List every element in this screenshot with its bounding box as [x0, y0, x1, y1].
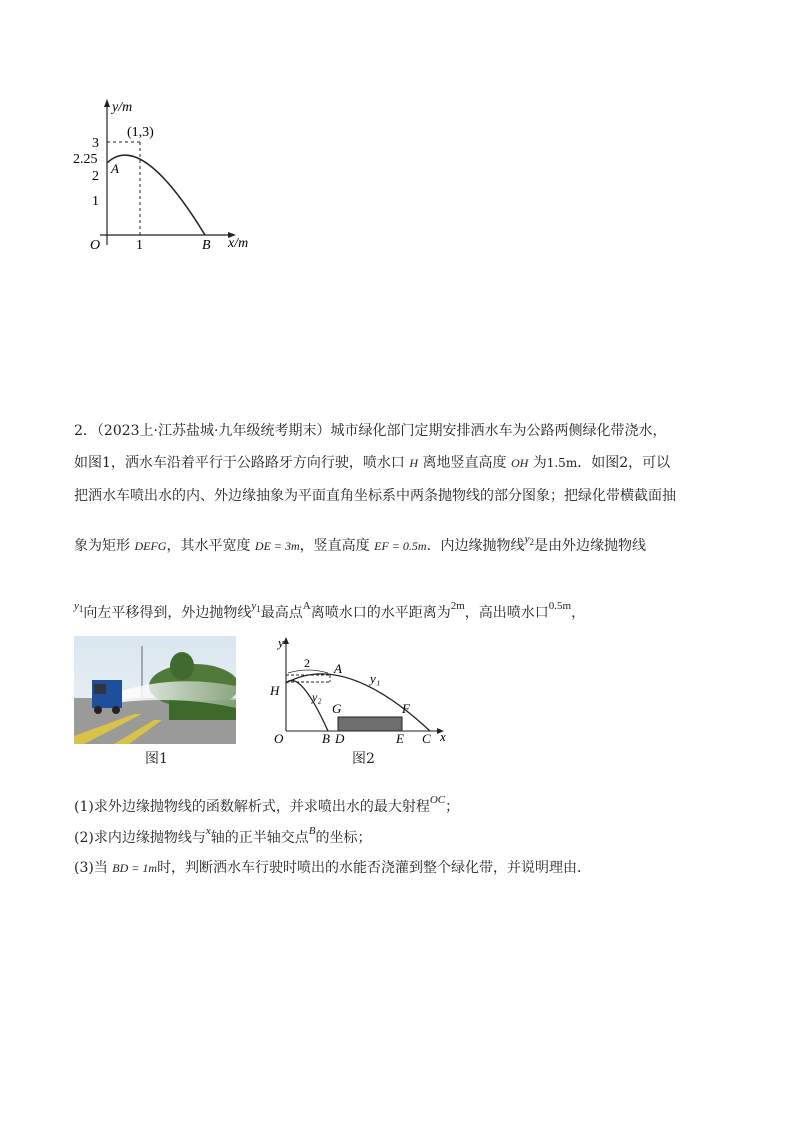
problem-text-4a: 象为矩形: [74, 538, 130, 554]
origin-label: O: [90, 238, 101, 253]
y-tick-3: 3: [92, 136, 99, 151]
q3-text-a: (3)当: [74, 860, 108, 876]
var-oc: OC: [429, 794, 446, 806]
problem-text-5d: ，高出喷水口: [464, 605, 549, 621]
figure2-diagram: [262, 633, 452, 745]
eq-ef: EF = 0.5m: [374, 539, 427, 553]
fig2-label-y: y: [278, 635, 284, 650]
q3-text-b: 时，判断洒水车行驶时喷出的水能否浇灌到整个绿化带，并说明理由．: [157, 860, 592, 876]
var-y1b: y: [251, 600, 257, 612]
problem-text-2b: 离地竖直高度: [422, 455, 507, 471]
fig2-label-h: H: [270, 683, 280, 698]
parabola-curve: [107, 155, 205, 235]
fig2-label-a: A: [334, 661, 342, 676]
problem-text-4d: ．内边缘抛物线: [426, 538, 525, 554]
eq-de: DE = 3m: [254, 539, 300, 553]
q2-text-a: (2)求内边缘抛物线与: [74, 830, 206, 846]
var-y2: y: [524, 533, 530, 545]
question-2: [74, 827, 371, 847]
top-parabola-graph: [70, 95, 270, 255]
point-b-label: B: [202, 238, 211, 253]
value-0.5m: 0.5m: [548, 600, 572, 612]
var-y1-sub: 1: [78, 604, 84, 615]
problem-text-5b: 最高点: [260, 605, 303, 621]
var-defg: DEFG: [134, 539, 167, 553]
truck-wheel: [94, 706, 102, 714]
problem-text-5e: ，: [571, 605, 586, 621]
problem-text-3: 把洒水车喷出水的内、外边缘抽象为平面直角坐标系中两条抛物线的部分图象；把绿化带横截面抽: [74, 488, 676, 504]
fig2-label-d: D: [335, 731, 345, 745]
brace-two: [288, 670, 328, 673]
var-a: A: [302, 600, 311, 612]
green-belt-rect: [338, 717, 402, 731]
var-h: H: [409, 456, 419, 470]
x-tick-1: 1: [136, 238, 143, 253]
var-y2-sub: 2: [529, 537, 534, 548]
problem-text-4c: ，竖直高度: [299, 538, 370, 554]
fig2-label-b: B: [322, 731, 330, 745]
fig2-label-f: F: [402, 701, 410, 716]
var-oh: OH: [510, 456, 529, 470]
problem-text-1: 城市绿化部门定期安排洒水车为公路两侧绿化带浇水，: [330, 423, 667, 439]
problem-line-4: [74, 535, 646, 555]
q2-text-c: 的坐标；: [315, 830, 372, 846]
fig2-label-o: O: [274, 731, 284, 745]
problem-text-2a: 如图1，洒水车沿着平行于公路路牙方向行驶，喷水口: [74, 455, 405, 471]
eq-bd: BD = 1m: [112, 861, 158, 875]
y-tick-1: 1: [92, 194, 99, 209]
problem-text-4e: 是由外边缘抛物线: [533, 538, 646, 554]
value-2m: 2m: [450, 600, 465, 612]
truck-wheel-2: [112, 706, 120, 714]
point-a-label: A: [111, 161, 119, 176]
fig2-label-e: E: [396, 731, 404, 745]
fig2-label-c: C: [422, 731, 431, 745]
question-1: [74, 796, 459, 816]
var-x: x: [205, 825, 211, 837]
problem-number: 2．: [74, 423, 97, 439]
fig2-y-arrow: [283, 637, 289, 644]
problem-text-2d: ．如图2，可以: [577, 455, 671, 471]
figure1-photo: [74, 636, 236, 744]
x-axis-label: x/m: [228, 236, 249, 251]
truck-cab: [94, 684, 106, 694]
q2-text-b: 轴的正半轴交点: [210, 830, 309, 846]
peak-label: (1,3): [127, 125, 154, 140]
y-axis-arrow: [104, 99, 110, 107]
fig2-label-two: 2: [304, 656, 310, 670]
y-tick-2.25: 2.25: [73, 152, 98, 167]
q1-end: ；: [445, 799, 460, 815]
y-axis-label: y/m: [112, 100, 133, 115]
problem-line-3: [74, 485, 676, 505]
problem-text-5c: 离喷水口的水平距离为: [310, 605, 451, 621]
figure1-caption: 图1: [145, 751, 168, 767]
q1-text: (1)求外边缘抛物线的函数解析式，并求喷出水的最大射程: [74, 799, 430, 815]
inner-parabola-y2: [286, 680, 328, 731]
problem-line-1: [74, 420, 666, 440]
problem-text-4b: ，其水平宽度: [166, 538, 251, 554]
value-1.5m: 1.5m: [546, 456, 578, 470]
problem-line-2: [74, 452, 670, 472]
problem-text-5a: 向左平移得到，外边抛物线: [83, 605, 252, 621]
fig2-label-y2: y₂: [312, 690, 322, 704]
var-b: B: [308, 825, 316, 837]
var-y1: y: [74, 600, 79, 612]
figure2-caption: 图2: [352, 751, 375, 767]
fig2-label-y1: y₁: [370, 671, 381, 686]
problem-text-2c: 为: [532, 455, 547, 471]
var-y1b-sub: 1: [256, 604, 261, 615]
y-tick-2: 2: [92, 169, 99, 184]
question-3: [74, 857, 591, 877]
tree-top: [170, 652, 194, 680]
problem-source: （2023上·江苏盐城·九年级统考期末）: [96, 423, 331, 439]
fig2-label-g: G: [332, 701, 342, 716]
problem-line-5: [74, 602, 585, 622]
fig2-label-x: x: [440, 729, 446, 744]
